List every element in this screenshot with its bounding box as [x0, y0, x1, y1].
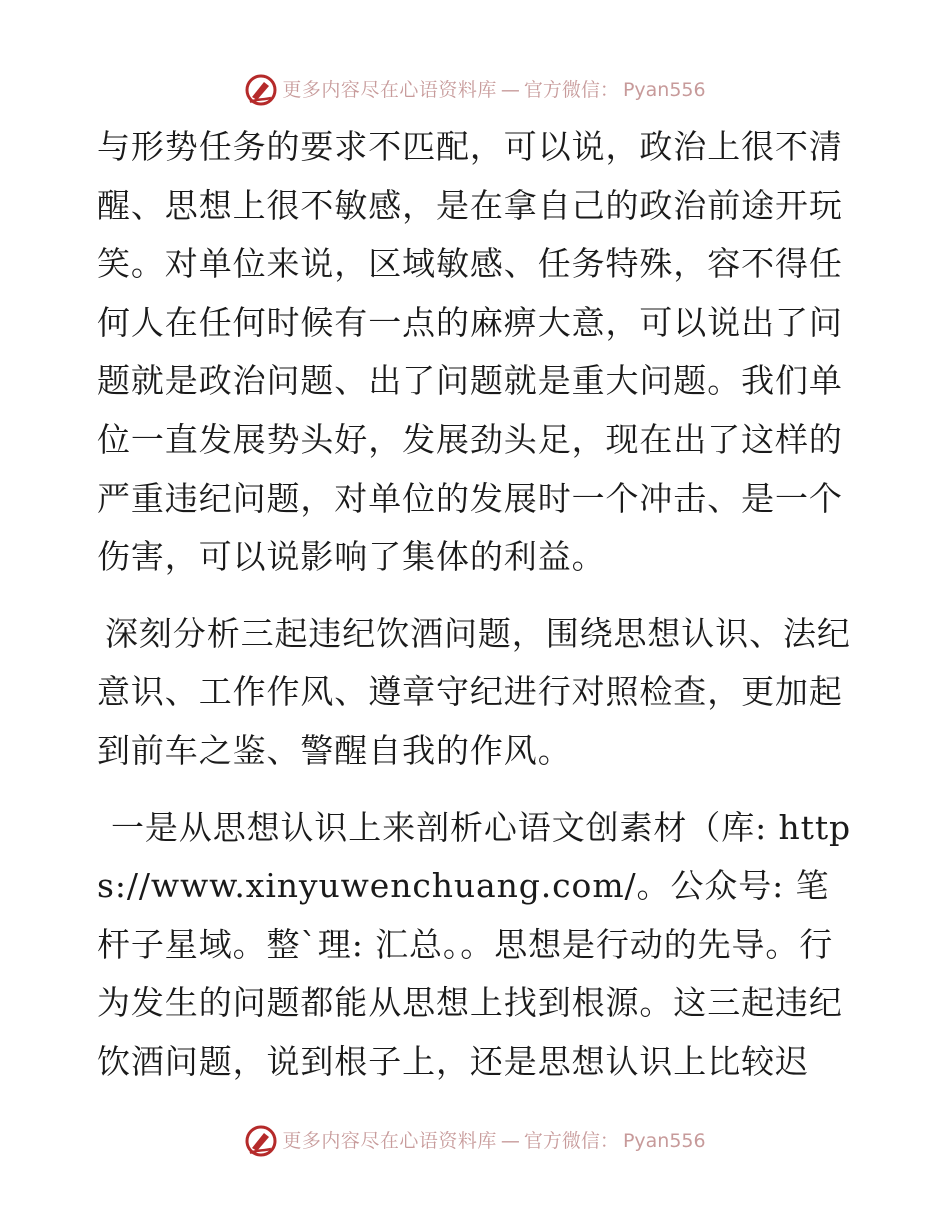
- red-circle-pen-logo-icon: [244, 1124, 278, 1158]
- footer-banner-content: [244, 1124, 705, 1158]
- banner-wechat-label: 官方微信：: [523, 78, 619, 101]
- paragraph-1: 与形势任务的要求不匹配，可以说，政治上很不清醒、思想上很不敏感，是在拿自己的政治前途开玩笑。对单位来说，区域敏感、任务特殊，容不得任何人在任何时候有一点的麻痹大意，可以说出了问题就是政治问题、出了问题就是重大问题。我们单位一直发展势头好，发展劲头足，现在出了这样的严重违纪问题，对单位的发展时一个冲击、是一个伤害，可以说影响了集体的利益。: [97, 127, 843, 577]
- paragraph-2: 深刻分析三起违纪饮酒问题，围绕思想认识、法纪意识、工作作风、遵章守纪进行对照检查，更加起到前车之鉴、警醒自我的作风。: [97, 613, 851, 770]
- paragraph-3: 一是从思想认识上来剖析心语文创素材（库: https://www.xinyuwenchuang.com/。公众号: 笔杆子星域。整`理: 汇总。。思想是行动的先导。行为发生的问题都能从思想上找到根源。这三起违纪饮酒问题，说到根子上，还是思想认识上比较迟: [97, 807, 852, 1081]
- banner-main-text: 更多内容尽在心语资料库: [282, 78, 497, 101]
- banner-separator: —: [500, 78, 520, 101]
- header-banner: [0, 70, 950, 110]
- red-circle-pen-logo-icon: [244, 73, 278, 107]
- banner-wechat-label: 官方微信：: [523, 1129, 619, 1152]
- header-banner-content: [244, 73, 705, 107]
- banner-main-text: 更多内容尽在心语资料库: [282, 1129, 497, 1152]
- banner-wechat-id: Pyan556: [622, 1129, 706, 1152]
- banner-separator: —: [500, 1129, 520, 1152]
- footer-banner: [0, 1121, 950, 1161]
- document-body: [97, 118, 857, 1092]
- banner-wechat-id: Pyan556: [622, 78, 706, 101]
